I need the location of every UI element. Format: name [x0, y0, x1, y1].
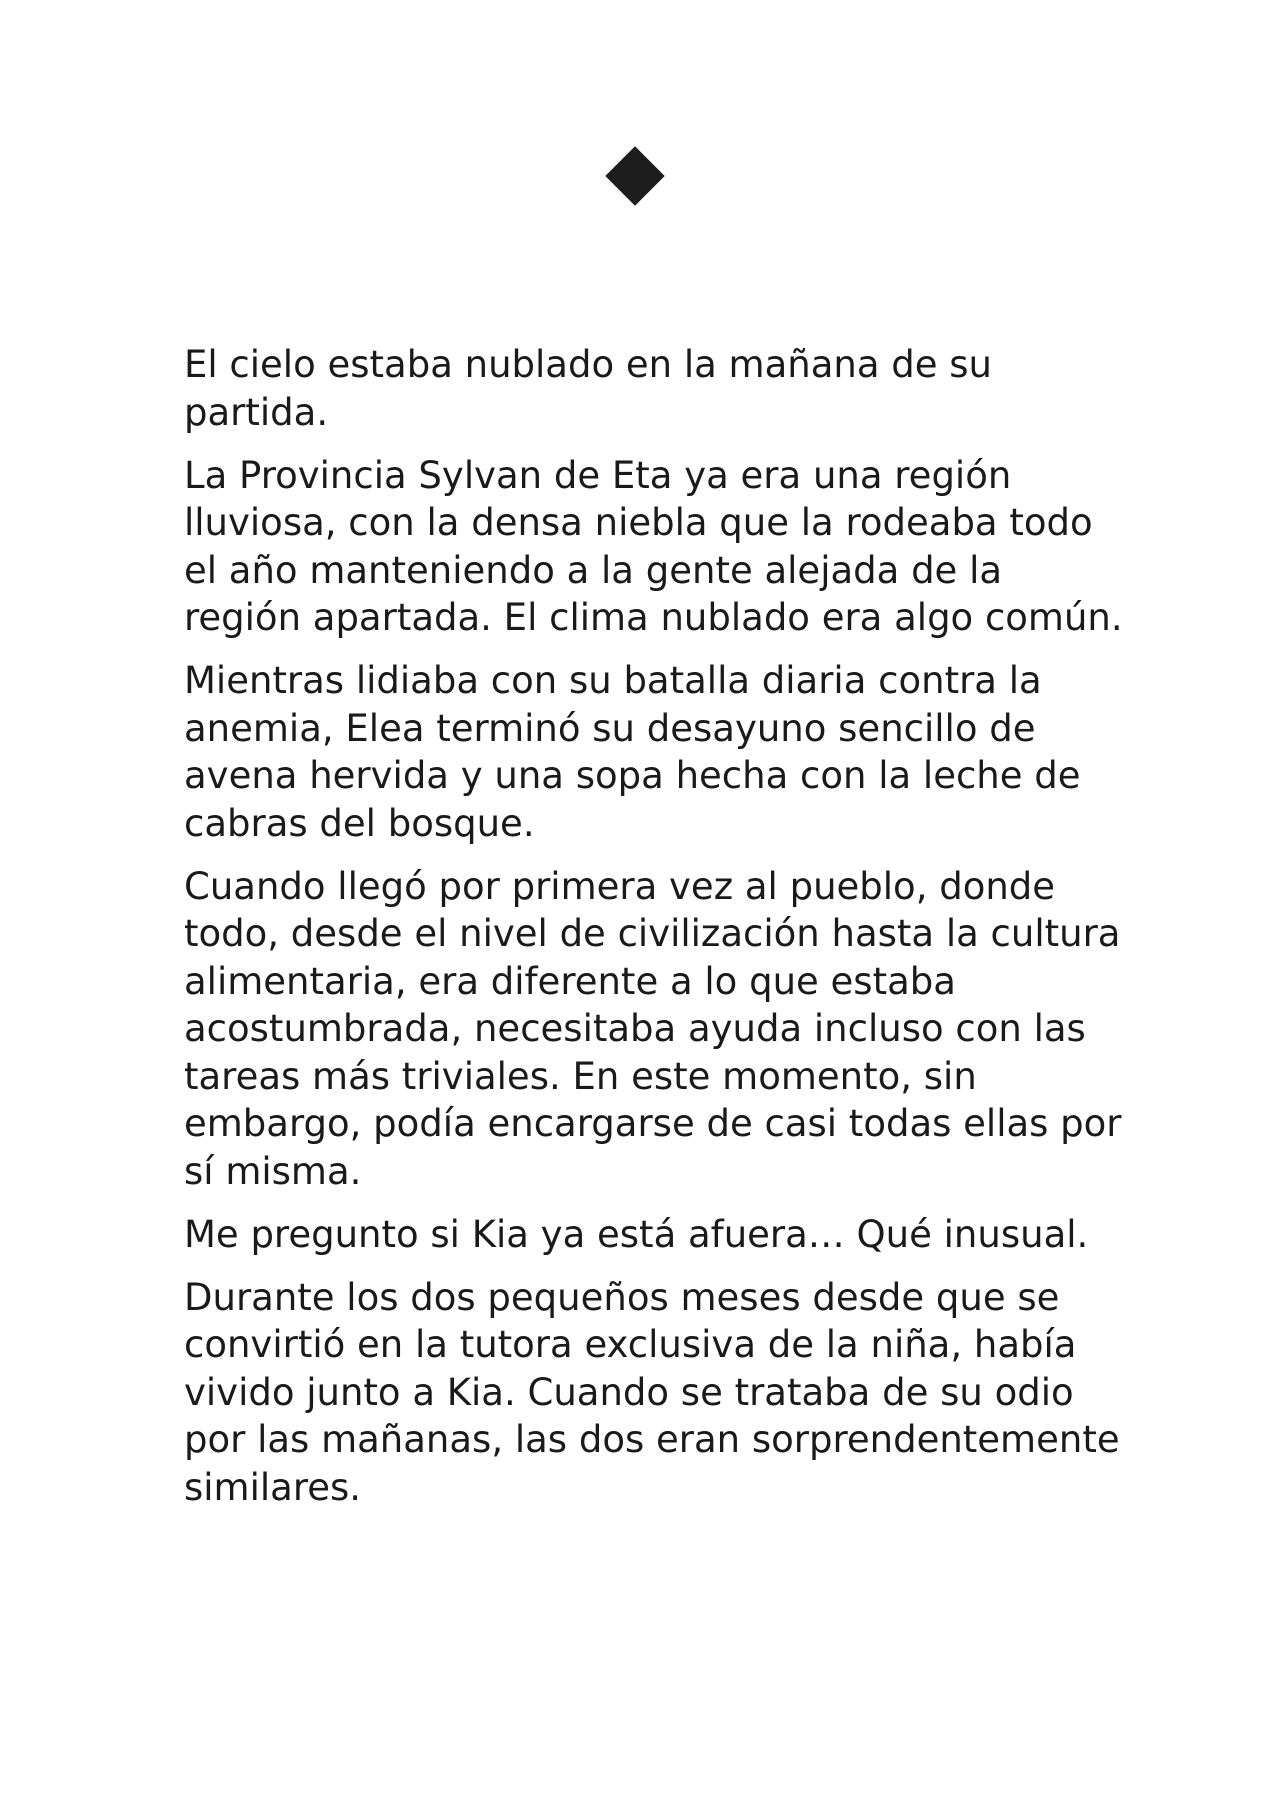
paragraph: Me pregunto si Kia ya está afuera… Qué inusual.	[184, 1212, 1089, 1256]
paragraph: Cuando llegó por primera vez al pueblo, donde todo, desde el nivel de civilización hasta la cultura alimentaria, era diferente a lo que estaba acostumbrada, necesitaba ayuda incluso con las tareas más triviales. En este momento, sin embargo, podía encargarse de casi todas ellas por sí misma.	[184, 864, 1122, 1193]
diamond-icon	[605, 146, 664, 205]
chapter-body	[184, 341, 1124, 1527]
paragraph: El cielo estaba nublado en la mañana de su partida.	[184, 343, 993, 434]
paragraph: Durante los dos pequeños meses desde que se convirtió en la tutora exclusiva de la niña, había vivido junto a Kia. Cuando se trataba de su odio por las mañanas, las dos eran sorprendentemente similares.	[184, 1275, 1120, 1509]
paragraph: Mientras lidiaba con su batalla diaria contra la anemia, Elea terminó su desayuno sencillo de avena hervida y una sopa hecha con la leche de cabras del bosque.	[184, 659, 1081, 845]
paragraph: La Provincia Sylvan de Eta ya era una región lluviosa, con la densa niebla que la rodeaba todo el año manteniendo a la gente alejada de la región apartada. El clima nublado era algo común.	[184, 453, 1123, 639]
